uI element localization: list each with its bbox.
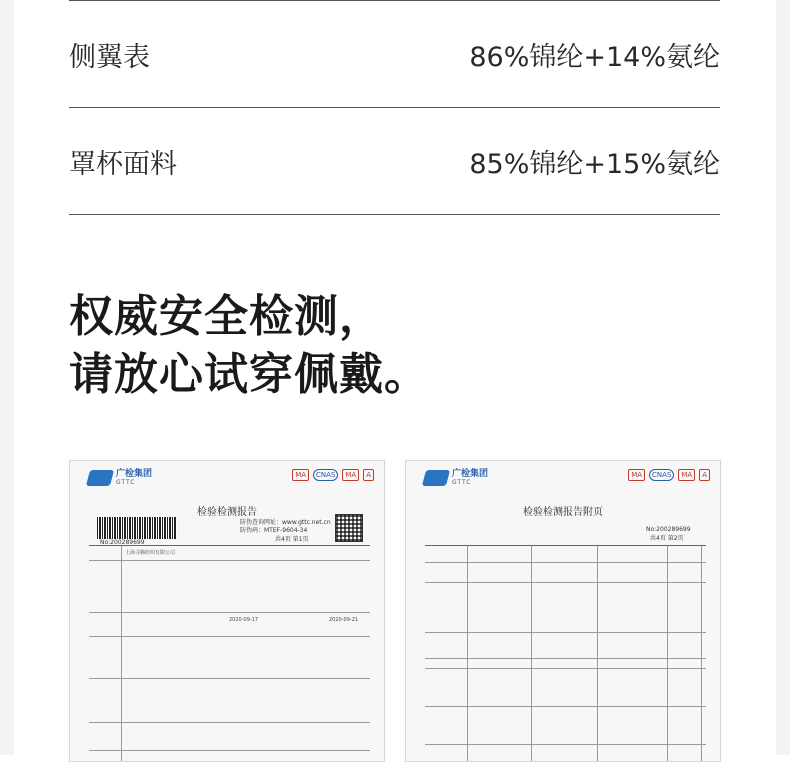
spec-row-side-wing — [69, 24, 720, 84]
gttc-logo — [424, 469, 488, 486]
divider — [69, 107, 720, 108]
spec-value: 86%锦纶+14%氨纶 — [469, 41, 720, 73]
spec-value: 85%锦纶+15%氨纶 — [469, 148, 720, 180]
divider — [69, 214, 720, 215]
sample-date: 2020-09-17 — [229, 617, 259, 623]
page-number: 共4页 第1页 — [275, 536, 309, 543]
cma-icon: MA — [292, 469, 309, 481]
report-date: 2020-09-21 — [329, 617, 359, 623]
cert-marks — [628, 469, 710, 481]
test-report-image-1 — [69, 460, 385, 762]
gttc-logo-icon — [422, 470, 450, 486]
cal-icon: A — [363, 469, 374, 481]
divider — [69, 0, 720, 1]
cma-icon: MA — [628, 469, 645, 481]
qr-code — [336, 515, 362, 541]
brand-name: 广检集团 — [116, 469, 153, 479]
left-edge — [0, 0, 14, 755]
spec-label: 侧翼表 — [69, 41, 150, 73]
anti-fake-code: 防伪码：MTEF-9604-34 — [240, 527, 308, 534]
cnas-icon: CNAS — [313, 469, 338, 481]
gttc-logo — [88, 469, 152, 486]
brand-name: 广检集团 — [452, 469, 489, 479]
cma-icon: MA — [678, 469, 695, 481]
report-number: No:200289699 — [646, 526, 691, 533]
brand-sub: GTTC — [452, 479, 472, 486]
right-edge — [776, 0, 790, 755]
gttc-logo-icon — [86, 470, 114, 486]
query-site: 防伪查询网址：www.gttc.net.cn — [240, 519, 331, 526]
report-table — [425, 545, 706, 761]
headline — [69, 288, 429, 404]
report-number: No:200289699 — [100, 539, 145, 546]
report-title: 检验检测报告附页 — [523, 507, 603, 518]
spec-row-cup-fabric — [69, 131, 720, 191]
page-number: 共4页 第2页 — [650, 535, 684, 542]
report-title: 检验检测报告 — [197, 507, 257, 518]
test-report-image-2 — [405, 460, 721, 762]
cnas-icon: CNAS — [649, 469, 674, 481]
spec-label: 罩杯面料 — [69, 148, 177, 180]
brand-sub: GTTC — [116, 479, 136, 486]
cal-icon: A — [699, 469, 710, 481]
cert-marks — [292, 469, 374, 481]
barcode — [97, 517, 177, 539]
report-table — [89, 545, 370, 761]
client-name: 上海寻腾纺织有限公司 — [125, 550, 176, 556]
headline-line-2: 请放心试穿佩戴。 — [69, 349, 429, 400]
cma-icon: MA — [342, 469, 359, 481]
headline-line-1: 权威安全检测， — [69, 291, 384, 342]
